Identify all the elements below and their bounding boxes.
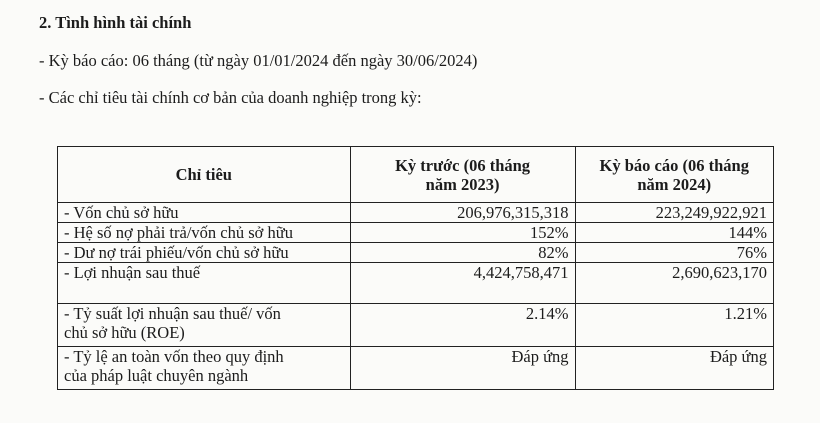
- header-previous-period: [350, 147, 575, 203]
- section-heading: 2. Tình hình tài chính: [39, 13, 192, 32]
- cell-current-value: 76%: [575, 243, 773, 263]
- cell-indicator-line1: - Tỷ lệ an toàn vốn theo quy định: [64, 347, 284, 366]
- cell-previous-value: Đáp ứng: [350, 347, 575, 390]
- header-current-line2: năm 2024): [637, 174, 712, 194]
- financial-indicators-table: [57, 146, 774, 390]
- cell-indicator: - Vốn chủ sở hữu: [58, 203, 351, 223]
- report-period-text: - Kỳ báo cáo: 06 tháng (từ ngày 01/01/2024 đến ngày 30/06/2024): [39, 51, 478, 70]
- header-current-line1: Kỳ báo cáo (06 tháng: [599, 155, 749, 175]
- cell-indicator: - Hệ số nợ phải trả/vốn chủ sở hữu: [58, 223, 351, 243]
- cell-indicator: - Lợi nhuận sau thuế: [58, 263, 351, 304]
- cell-indicator: - Dư nợ trái phiếu/vốn chủ sở hữu: [58, 243, 351, 263]
- cell-current-value: 2,690,623,170: [575, 263, 773, 304]
- header-previous-line2: năm 2023): [425, 174, 500, 194]
- cell-previous-value: 206,976,315,318: [350, 203, 575, 223]
- cell-current-value: 223,249,922,921: [575, 203, 773, 223]
- table-row-capital-safety: [58, 347, 774, 390]
- cell-previous-value: 2.14%: [350, 304, 575, 347]
- table-row-bond-ratio: [58, 243, 774, 263]
- table-row-debt-ratio: [58, 223, 774, 243]
- cell-previous-value: 4,424,758,471: [350, 263, 575, 304]
- cell-previous-value: 82%: [350, 243, 575, 263]
- table-row-roe: [58, 304, 774, 347]
- cell-previous-value: 152%: [350, 223, 575, 243]
- cell-current-value: 1.21%: [575, 304, 773, 347]
- header-previous-line1: Kỳ trước (06 tháng: [395, 155, 531, 175]
- cell-indicator-line2: chủ sở hữu (ROE): [64, 323, 185, 342]
- header-current-period: [575, 147, 773, 203]
- cell-indicator-line2: của pháp luật chuyên ngành: [64, 366, 249, 385]
- table-header-row: [58, 147, 774, 203]
- cell-indicator: [58, 347, 351, 390]
- indicators-intro-text: - Các chỉ tiêu tài chính cơ bản của doanh nghiệp trong kỳ:: [39, 88, 422, 107]
- header-indicator: Chỉ tiêu: [58, 147, 351, 203]
- table-row-net-profit: [58, 263, 774, 304]
- cell-current-value: 144%: [575, 223, 773, 243]
- cell-indicator-line1: - Tỷ suất lợi nhuận sau thuế/ vốn: [64, 304, 281, 323]
- cell-indicator: [58, 304, 351, 347]
- table-row-equity: [58, 203, 774, 223]
- cell-current-value: Đáp ứng: [575, 347, 773, 390]
